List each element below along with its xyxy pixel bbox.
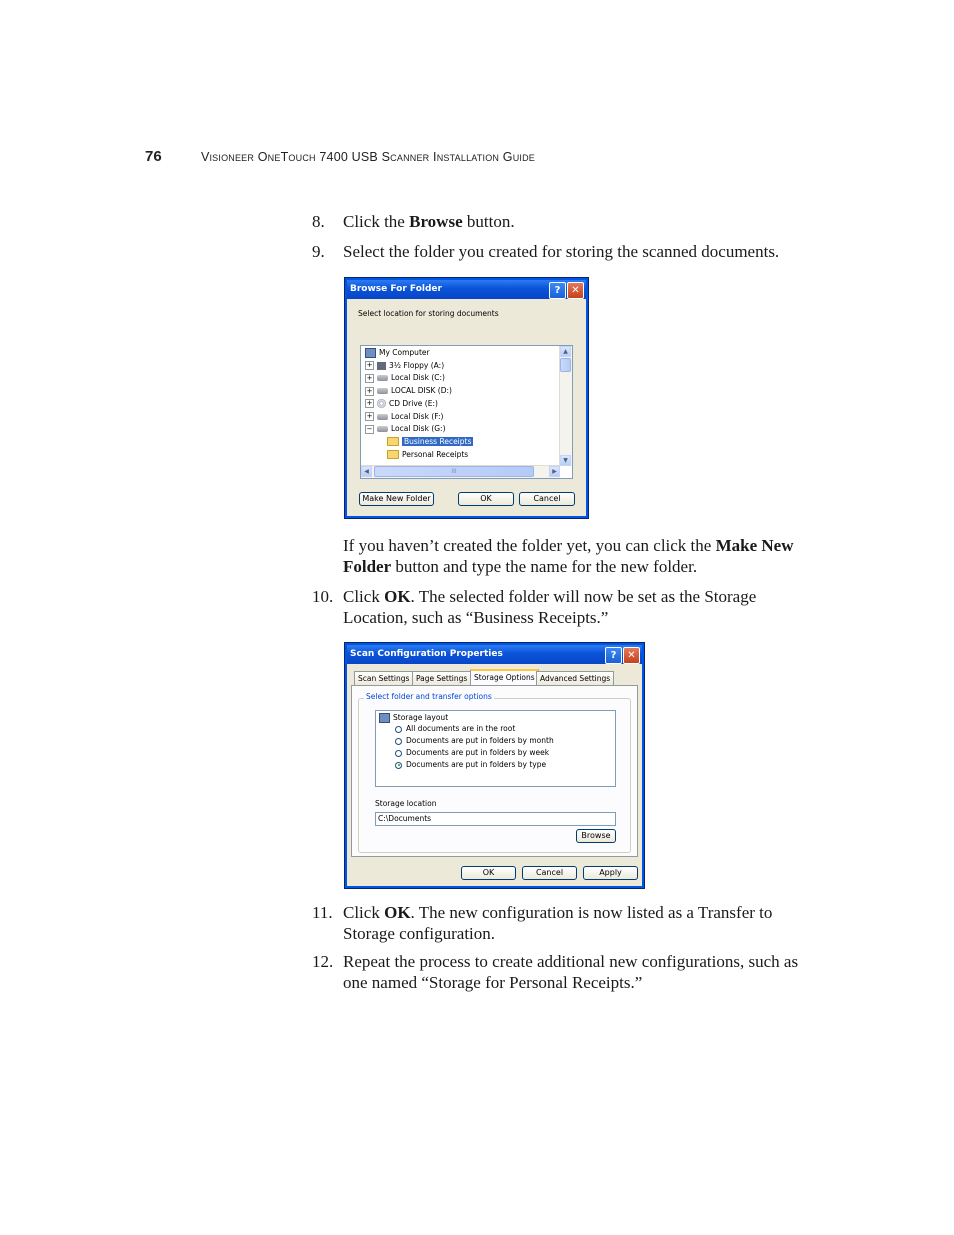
step-number: 10. — [312, 587, 334, 606]
scroll-up-icon[interactable]: ▲ — [560, 346, 571, 357]
ok-button[interactable]: OK — [458, 492, 514, 506]
cancel-button[interactable]: Cancel — [522, 866, 577, 880]
tab-page-settings[interactable]: Page Settings — [412, 671, 471, 685]
step-text: Select the folder you created for storing the scanned documents. — [343, 242, 780, 261]
browse-button[interactable]: Browse — [576, 829, 616, 843]
scroll-left-icon[interactable]: ◀ — [361, 466, 372, 477]
tab-advanced-settings[interactable]: Advanced Settings — [536, 671, 614, 685]
tree-item[interactable] — [365, 360, 444, 372]
apply-button[interactable]: Apply — [583, 866, 638, 880]
tree-item[interactable] — [387, 436, 473, 448]
vertical-scrollbar[interactable] — [559, 346, 572, 466]
step-number: 12. — [312, 952, 334, 971]
dialog-title: Browse For Folder — [350, 284, 442, 294]
tab-scan-settings[interactable]: Scan Settings — [354, 671, 413, 685]
dialog-titlebar — [347, 645, 642, 664]
cancel-button[interactable]: Cancel — [519, 492, 575, 506]
tree-item[interactable] — [365, 423, 446, 435]
page-number: 76 — [145, 148, 162, 165]
drive-icon — [377, 426, 388, 432]
help-icon[interactable]: ? — [549, 282, 566, 299]
tree-item-label: Local Disk (C:) — [391, 373, 445, 383]
step-number: 8. — [312, 212, 325, 231]
expand-toggle-icon[interactable]: + — [366, 373, 373, 382]
tab-storage-options[interactable]: Storage Options — [470, 669, 539, 685]
storage-location-label: Storage location — [375, 799, 437, 808]
folder-icon — [387, 450, 399, 459]
storage-layout-option[interactable] — [395, 759, 546, 771]
tree-item[interactable] — [365, 347, 430, 359]
tree-item-label: Local Disk (F:) — [391, 411, 444, 421]
expand-toggle-icon[interactable]: + — [366, 399, 373, 408]
drive-icon — [377, 414, 388, 420]
radio-selected-icon[interactable] — [395, 762, 402, 769]
running-header — [145, 148, 535, 165]
tree-item[interactable] — [365, 398, 438, 410]
dialog-title: Scan Configuration Properties — [350, 649, 503, 659]
dialog-titlebar — [347, 280, 586, 299]
tree-item[interactable] — [387, 449, 468, 461]
ok-button[interactable]: OK — [461, 866, 516, 880]
cd-icon — [377, 399, 386, 408]
expand-toggle-icon[interactable]: + — [366, 361, 373, 370]
make-new-folder-note: If you haven’t created the folder yet, you can click the Make New Folder button and type the name for the new folder. — [343, 536, 794, 576]
option-label: Documents are put in folders by week — [406, 748, 550, 757]
computer-icon — [365, 348, 376, 358]
step-text: Click OK. The new configuration is now listed as a Transfer to Storage configuration. — [343, 903, 773, 943]
storage-layout-icon — [379, 713, 390, 723]
tree-item[interactable] — [365, 385, 452, 397]
drive-icon — [377, 388, 388, 394]
scroll-thumb-horizontal[interactable]: III — [374, 466, 534, 477]
dialog-prompt: Select location for storing documents — [358, 309, 499, 318]
scan-configuration-properties-dialog — [344, 642, 645, 889]
tree-item-label: CD Drive (E:) — [389, 398, 438, 408]
drive-icon — [377, 375, 388, 381]
radio-icon[interactable] — [395, 750, 402, 757]
radio-icon[interactable] — [395, 726, 402, 733]
option-label: All documents are in the root — [406, 724, 516, 733]
expand-toggle-icon[interactable]: − — [366, 424, 373, 433]
scroll-right-icon[interactable]: ▶ — [549, 466, 560, 477]
running-title: Visioneer OneTouch 7400 USB Scanner Installation Guide — [200, 150, 536, 164]
tree-item[interactable] — [365, 372, 445, 384]
close-icon[interactable]: ✕ — [567, 282, 584, 299]
tree-item[interactable] — [365, 411, 443, 423]
tree-item-label: Local Disk (G:) — [391, 424, 446, 434]
folder-icon — [387, 437, 399, 446]
step-text: Click OK. The selected folder will now be set as the Storage Location, such as “Business Receipts.” — [343, 587, 757, 627]
group-label: Select folder and transfer options — [366, 692, 492, 701]
step-text: Click the Browse button. — [343, 212, 515, 231]
storage-options-panel — [351, 685, 638, 857]
storage-layout-option[interactable] — [395, 723, 515, 735]
tree-item-label: 3½ Floppy (A:) — [389, 360, 445, 370]
help-icon[interactable]: ? — [605, 647, 622, 664]
expand-toggle-icon[interactable]: + — [366, 412, 373, 420]
step-number: 11. — [312, 903, 333, 922]
expand-toggle-icon[interactable]: + — [366, 386, 373, 395]
option-label: Documents are put in folders by month — [406, 736, 554, 745]
floppy-icon — [377, 362, 386, 370]
scroll-thumb[interactable] — [560, 358, 571, 372]
tree-item-label: LOCAL DISK (D:) — [391, 386, 452, 396]
step-number: 9. — [312, 242, 325, 261]
folder-tree[interactable] — [360, 345, 573, 479]
make-new-folder-button[interactable]: Make New Folder — [359, 492, 434, 506]
step-text: Repeat the process to create additional new configurations, such as one named “Storage for Personal Receipts.” — [343, 952, 799, 992]
option-label: Documents are put in folders by type — [406, 760, 547, 769]
browse-for-folder-dialog — [344, 277, 589, 519]
tree-item-label: Personal Receipts — [402, 449, 469, 459]
storage-location-input[interactable]: C:\Documents — [375, 812, 616, 826]
storage-layout-label: Storage layout — [379, 712, 448, 724]
scroll-down-icon[interactable]: ▼ — [560, 455, 571, 466]
storage-layout-option[interactable] — [395, 747, 549, 759]
horizontal-scrollbar[interactable] — [361, 465, 560, 478]
storage-layout-option[interactable] — [395, 735, 554, 747]
close-icon[interactable]: ✕ — [623, 647, 640, 664]
tree-item-label: My Computer — [379, 348, 430, 357]
tree-item-label: Business Receipts — [404, 436, 472, 446]
radio-icon[interactable] — [395, 738, 402, 745]
